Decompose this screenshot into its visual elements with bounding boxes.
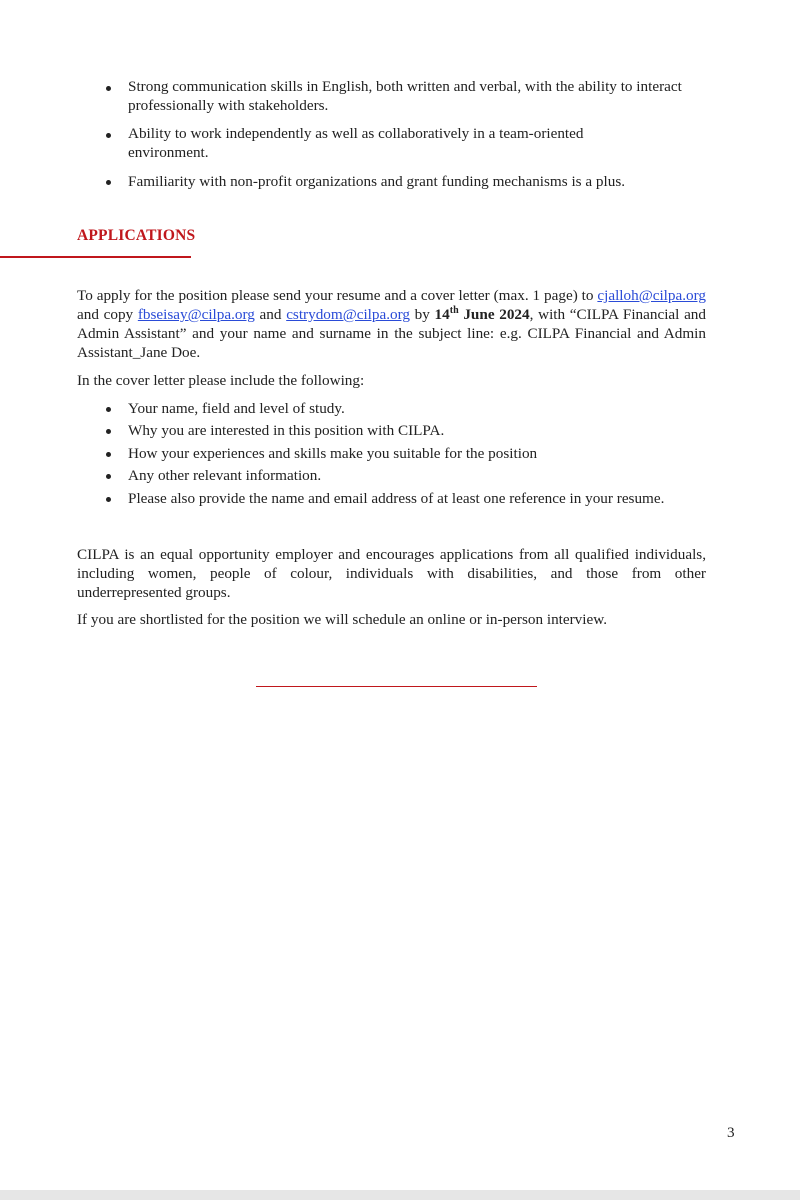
requirement-item: Ability to work independently as well as collaboratively in a team-oriented environment.: [128, 125, 584, 161]
viewer-bottom-strip: [0, 1190, 800, 1200]
cover-letter-intro: In the cover letter please include the following:: [77, 372, 365, 389]
equal-opportunity-paragraph: CILPA is an equal opportunity employer and encourages applications from all qualified individuals, including women, people of colour, individuals with disabilities, and those from other underrepresented groups.: [77, 546, 706, 601]
cover-letter-item: Why you are interested in this position with CILPA.: [128, 422, 445, 439]
deadline: 14th June 2024: [434, 304, 530, 323]
cover-letter-item: How your experiences and skills make you suitable for the position: [128, 445, 538, 462]
shortlist-paragraph: If you are shortlisted for the position we will schedule an online or in-person interview.: [77, 611, 608, 628]
heading-underline: [0, 256, 191, 258]
bullet-icon: [106, 452, 111, 457]
apply-instructions-paragraph: To apply for the position please send your resume and a cover letter (max. 1 page) to cjalloh@cilpa.org and copy fbseisay@cilpa.org and cstrydom@cilpa.org by 14th June 2024, with “CILPA Financial and Admin Assistant” and your name and surname in the subject line: e.g. CILPA Financial and Admin Assistant_Jane Doe.: [77, 287, 706, 361]
end-divider: [256, 686, 537, 687]
cover-letter-item: Any other relevant information.: [128, 467, 322, 484]
cover-letter-item: Your name, field and level of study.: [128, 400, 345, 417]
email-link-fbseisay[interactable]: fbseisay@cilpa.org: [137, 306, 255, 323]
bullet-icon: [106, 407, 111, 412]
email-link-cstrydom[interactable]: cstrydom@cilpa.org: [286, 306, 410, 323]
applications-heading: APPLICATIONS: [77, 227, 196, 244]
bullet-icon: [106, 86, 111, 91]
page-number: 3: [727, 1124, 735, 1141]
bullet-icon: [106, 497, 111, 502]
requirement-item: Familiarity with non-profit organizations and grant funding mechanisms is a plus.: [128, 173, 626, 190]
bullet-icon: [106, 180, 111, 185]
bullet-icon: [106, 133, 111, 138]
requirement-item: Strong communication skills in English, both written and verbal, with the ability to interact professionally with stakeholders.: [128, 78, 682, 114]
email-link-cjalloh[interactable]: cjalloh@cilpa.org: [597, 287, 706, 304]
bullet-icon: [106, 429, 111, 434]
cover-letter-item: Please also provide the name and email address of at least one reference in your resume.: [128, 490, 665, 507]
bullet-icon: [106, 474, 111, 479]
